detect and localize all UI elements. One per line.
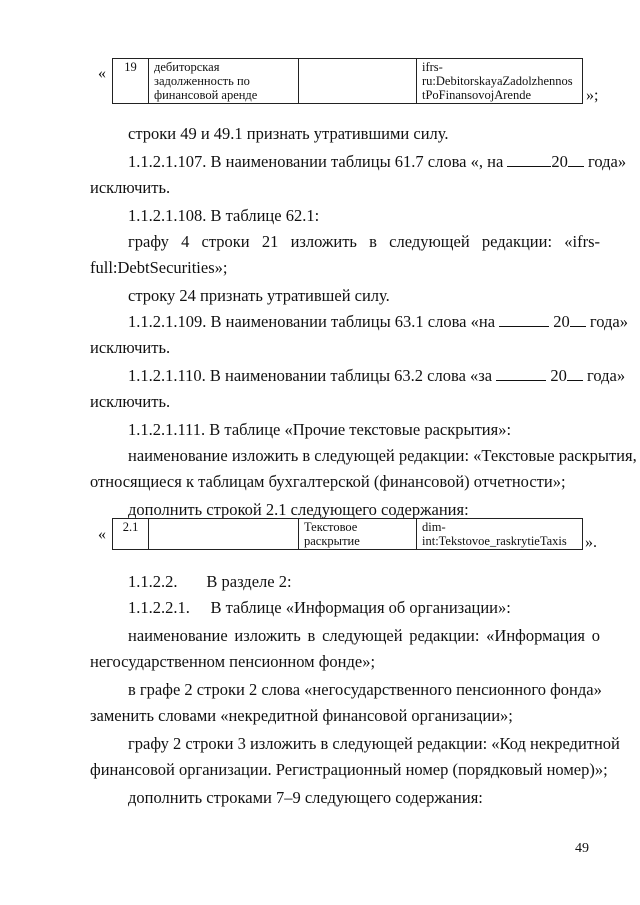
table-row <box>113 519 583 550</box>
table-cell-empty <box>149 519 299 550</box>
blank-underline <box>496 366 546 381</box>
paragraph-line <box>128 152 626 172</box>
paragraph-line: исключить. <box>90 178 171 197</box>
table-cell-name <box>299 519 417 550</box>
paragraph-line: full:DebtSecurities»; <box>90 258 228 277</box>
paragraph-line <box>128 312 628 332</box>
paragraph-line: относящиеся к таблицам бухгалтерской (финансовой) отчетности»; <box>90 472 566 491</box>
text-span: 20 <box>551 152 568 171</box>
paragraph-line: негосударственном пенсионном фонде»; <box>90 652 376 671</box>
paragraph-line: заменить словами «некредитной финансовой организации»; <box>90 706 513 725</box>
table-cell-num: 2.1 <box>113 519 149 550</box>
paragraph-line: строку 24 признать утратившей силу. <box>128 286 390 305</box>
paragraph-line: исключить. <box>90 338 171 357</box>
paragraph-line <box>128 366 625 386</box>
quote-open-1: « <box>98 65 106 82</box>
paragraph-line: графу 4 строки 21 изложить в следующей редакции: «ifrs- <box>128 232 600 251</box>
blank-underline <box>567 366 583 381</box>
paragraph-line: финансовой организации. Регистрационный номер (порядковый номер)»; <box>90 760 608 779</box>
cell-line: ifrs- <box>422 60 443 74</box>
paragraph-line: наименование изложить в следующей редакции: «Текстовые раскрытия, <box>128 446 637 465</box>
table-cell-num: 19 <box>113 59 149 104</box>
paragraph-line: 1.1.2.1.111. В таблице «Прочие текстовые раскрытия»: <box>128 420 512 439</box>
text-span: 20 <box>553 312 570 331</box>
table-cell-name <box>149 59 299 104</box>
paragraph-line: дополнить строками 7–9 следующего содержания: <box>128 788 483 807</box>
cell-line: tPoFinansovojArende <box>422 88 532 102</box>
blank-underline <box>568 152 584 167</box>
insert-table-2 <box>112 518 583 550</box>
cell-line: Текстовое <box>304 520 358 534</box>
text-span: года» <box>586 366 626 385</box>
table-cell-code <box>417 519 583 550</box>
text-span: 1.1.2.1.107. В наименовании таблицы 61.7 слова «, на <box>128 152 504 171</box>
quote-close-1: »; <box>586 87 599 104</box>
cell-line: ru:DebitorskayaZadolzhennos <box>422 74 573 88</box>
paragraph-line: графу 2 строки 3 изложить в следующей редакции: «Код некредитной <box>128 734 620 753</box>
paragraph-line: 1.1.2.2. В разделе 2: <box>128 572 292 591</box>
paragraph-line: наименование изложить в следующей редакции: «Информация о <box>128 626 600 645</box>
cell-line: dim- <box>422 520 446 534</box>
paragraph-line: в графе 2 строки 2 слова «негосударственного пенсионного фонда» <box>128 680 602 699</box>
blank-underline <box>570 312 586 327</box>
cell-line: раскрытие <box>304 534 360 548</box>
cell-line: финансовой аренде <box>154 88 258 102</box>
text-span: 1.1.2.1.109. В наименовании таблицы 63.1 слова «на <box>128 312 496 331</box>
page-number: 49 <box>575 841 589 856</box>
text-span: года» <box>589 312 629 331</box>
blank-underline <box>499 312 549 327</box>
cell-line: дебиторская <box>154 60 220 74</box>
cell-line: int:Tekstovoe_raskrytieTaxis <box>422 534 567 548</box>
quote-open-2: « <box>98 526 106 543</box>
paragraph-line: исключить. <box>90 392 171 411</box>
table-cell-empty <box>299 59 417 104</box>
quote-close-2: ». <box>585 534 597 551</box>
text-span: 20 <box>550 366 567 385</box>
text-span: 1.1.2.1.110. В наименовании таблицы 63.2 слова «за <box>128 366 493 385</box>
paragraph-line: 1.1.2.1.108. В таблице 62.1: <box>128 206 320 225</box>
table-row <box>113 59 583 104</box>
text-span: года» <box>588 152 627 171</box>
paragraph-line: строки 49 и 49.1 признать утратившими силу. <box>128 124 449 143</box>
cell-line: задолженность по <box>154 74 250 88</box>
paragraph-line: дополнить строкой 2.1 следующего содержания: <box>128 500 469 519</box>
insert-table-1 <box>112 58 583 104</box>
table-cell-code <box>417 59 583 104</box>
paragraph-line: 1.1.2.2.1. В таблице «Информация об организации»: <box>128 598 511 617</box>
blank-underline <box>507 152 551 167</box>
